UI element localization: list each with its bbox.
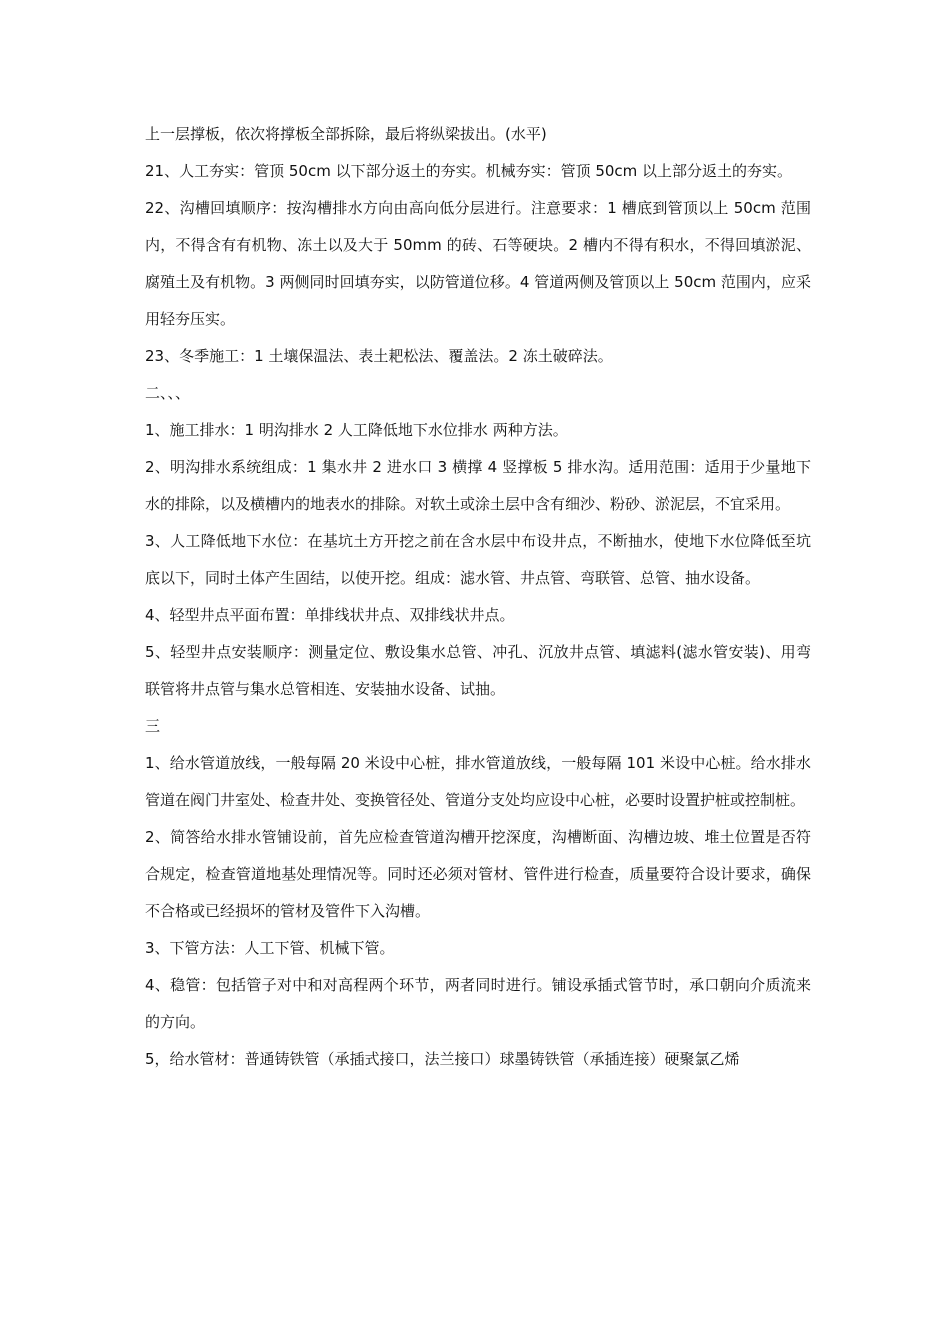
paragraph-16: 5，给水管材：普通铸铁管（承插式接口，法兰接口）球墨铸铁管（承插连接）硬聚氯乙烯 <box>145 1050 740 1068</box>
paragraph-8: 3、人工降低地下水位：在基坑土方开挖之前在含水层中布设井点，不断抽水，使地下水位降低至坑底以下，同时土体产生固结，以使开挖。组成：滤水管、井点管、弯联管、总管、抽水设备。 <box>145 532 811 587</box>
document-body <box>145 116 811 1078</box>
paragraph-9: 4、轻型井点平面布置：单排线状井点、双排线状井点。 <box>145 606 515 624</box>
paragraph-12: 1、给水管道放线，一般每隔 20 米设中心桩，排水管道放线，一般每隔 101 米设中心桩。给水排水管道在阀门井室处、检查井处、变换管径处、管道分支处均应设中心桩，必要时设置护桩或控制桩。 <box>145 754 811 809</box>
paragraph-10: 5、轻型井点安装顺序：测量定位、敷设集水总管、冲孔、沉放井点管、填滤料(滤水管安装)、用弯联管将井点管与集水总管相连、安装抽水设备、试抽。 <box>145 643 811 698</box>
section-heading-2: 二、、、 <box>145 384 191 402</box>
paragraph-4: 23、冬季施工：1 土壤保温法、表土耙松法、覆盖法。2 冻土破碎法。 <box>145 347 613 365</box>
paragraph-6: 1、施工排水：1 明沟排水 2 人工降低地下水位排水 两种方法。 <box>145 421 568 439</box>
paragraph-7: 2、明沟排水系统组成：1 集水井 2 进水口 3 横撑 4 竖撑板 5 排水沟。适用范围：适用于少量地下水的排除，以及横槽内的地表水的排除。对软土或涂土层中含有细沙、粉砂、淤泥层，不宜采用。 <box>145 458 811 513</box>
paragraph-13: 2、简答给水排水管铺设前，首先应检查管道沟槽开挖深度，沟槽断面、沟槽边坡、堆土位置是否符合规定，检查管道地基处理情况等。同时还必须对管材、管件进行检查，质量要符合设计要求，确保不合格或已经损坏的管材及管件下入沟槽。 <box>145 828 811 920</box>
paragraph-2: 21、人工夯实：管顶 50cm 以下部分返土的夯实。机械夯实：管顶 50cm 以上部分返土的夯实。 <box>145 162 793 180</box>
section-heading-3: 三 <box>145 717 161 735</box>
paragraph-14: 3、下管方法：人工下管、机械下管。 <box>145 939 395 957</box>
paragraph-1: 上一层撑板，依次将撑板全部拆除，最后将纵梁拔出。(水平) <box>145 125 547 143</box>
paragraph-15: 4、稳管：包括管子对中和对高程两个环节，两者同时进行。铺设承插式管节时，承口朝向介质流来的方向。 <box>145 976 811 1031</box>
paragraph-3: 22、沟槽回填顺序：按沟槽排水方向由高向低分层进行。注意要求：1 槽底到管顶以上 50cm 范围内，不得含有有机物、冻土以及大于 50mm 的砖、石等硬块。2 槽内不得有积水，不得回填淤泥、腐殖土及有机物。3 两侧同时回填夯实，以防管道位移。4 管道两侧及管顶以上 50cm 范围内，应采用轻夯压实。 <box>145 199 811 328</box>
